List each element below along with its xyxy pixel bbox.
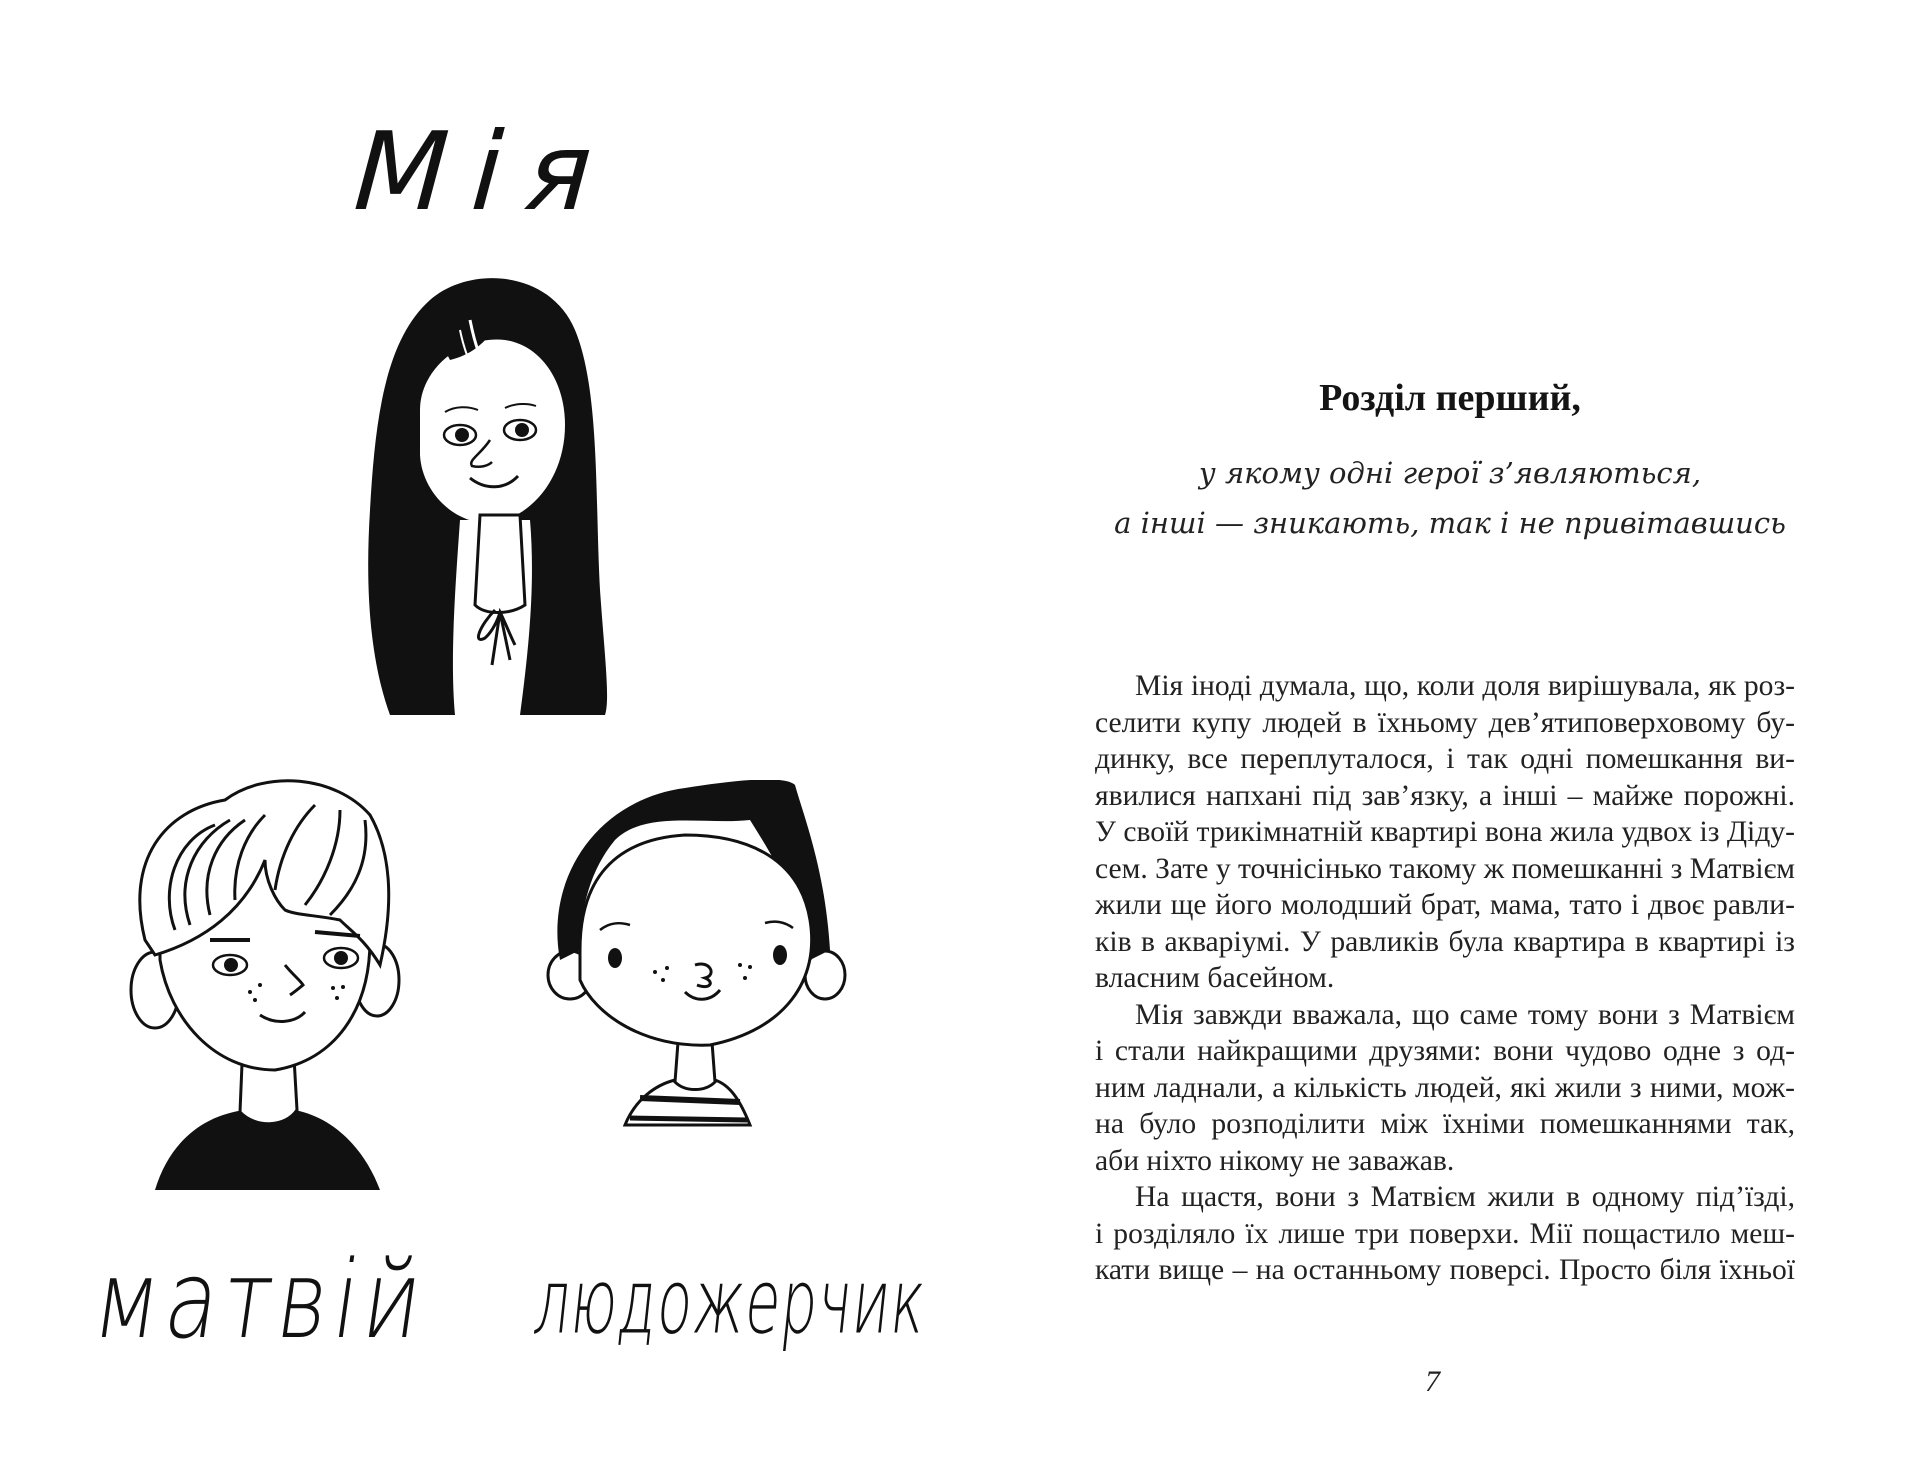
ludozherchyk-portrait-illustration	[535, 780, 865, 1140]
matviy-portrait-illustration	[115, 740, 415, 1200]
chapter-subtitle-line: у якому одні герої з’являються,	[1198, 456, 1702, 490]
body-line: сем. Зате у точнісінько такому ж помешканні з Матвієм	[1095, 852, 1796, 885]
body-line: динку, все переплуталося, і так одні помешкання ви-	[1095, 743, 1795, 775]
body-line: явилися напхані під зав’язку, а інші – майже порожні.	[1095, 779, 1795, 812]
body-line: власним басейном.	[1095, 962, 1335, 994]
character-name-matviy: матвій	[86, 1238, 436, 1363]
body-line: У своїй трикімнатній квартирі вона жила удвох із Діду-	[1095, 816, 1795, 848]
chapter-body-text	[1095, 668, 1795, 1289]
body-line: Мія завжди вважала, що саме тому вони з Матвієм	[1135, 998, 1795, 1031]
body-line: селити купу людей в їхньому дев’ятиповерховому бу-	[1095, 706, 1795, 739]
chapter-title: Розділ перший,	[1319, 377, 1581, 419]
body-line: і стали найкращими друзями: вони чудово одне з од-	[1095, 1035, 1795, 1067]
body-line: ків в акваріумі. У равликів була квартира в квартирі із	[1095, 925, 1795, 958]
page-number: 7	[1425, 1365, 1440, 1398]
body-line: кати вище – на останньому поверсі. Просто біля їхньої	[1095, 1254, 1795, 1286]
body-line: На щастя, вони з Матвієм жили в одному під’їзді,	[1135, 1181, 1795, 1213]
mia-portrait-illustration	[360, 260, 610, 720]
body-line: ним ладнали, а кількість людей, які жили з ними, мож-	[1095, 1071, 1795, 1104]
body-line: Мія іноді думала, що, коли доля вирішувала, як роз-	[1135, 670, 1795, 702]
chapter-subtitle	[1080, 448, 1820, 548]
character-name-mia: Мія	[350, 110, 620, 235]
body-line: і розділяло їх лише три поверхи. Мії пощастило меш-	[1095, 1217, 1795, 1250]
body-line: аби ніхто нікому не заважав.	[1095, 1144, 1455, 1177]
body-line: на було розподілити між їхніми помешканнями так,	[1095, 1108, 1795, 1140]
body-line: жили ще його молодший брат, мама, тато і двоє равли-	[1095, 889, 1795, 921]
chapter-subtitle-line: а інші — зникають, так і не привітавшись	[1114, 506, 1786, 540]
character-name-ludozherchyk: людожерчик	[529, 1250, 932, 1354]
